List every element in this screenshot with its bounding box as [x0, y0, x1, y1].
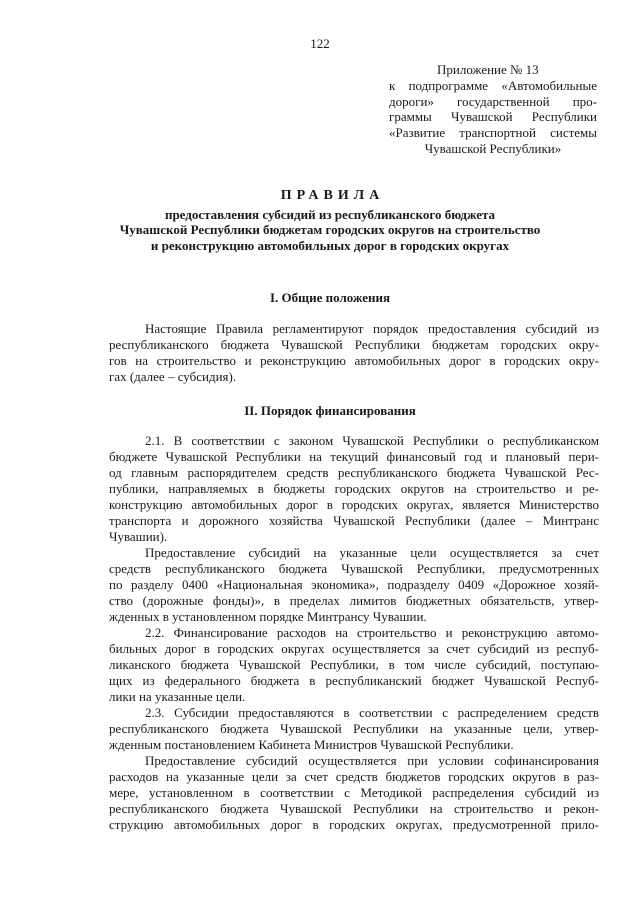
text-line: 2.1. В соответствии с законом Чувашской Республики о республиканском	[145, 433, 599, 448]
text-line: Предоставление субсидий осуществляется при условии софинансирования	[145, 753, 599, 768]
section-heading-general: I. Общие положения	[270, 290, 390, 305]
text-line: транспорта и дорожного хозяйства Чувашской Республики (далее – Минтранс	[109, 513, 599, 528]
text-line: республиканского бюджета Чувашской Республики бюджетам городских окру-	[109, 337, 599, 352]
section-heading-financing: II. Порядок финансирования	[244, 403, 416, 418]
appendix-line: граммы Чувашской Республики	[389, 109, 597, 125]
text-line: гов на строительство и реконструкцию автомобильных дорог в городских окру-	[109, 353, 599, 368]
appendix-line: Приложение № 13	[437, 62, 539, 77]
appendix-line: «Развитие транспортной системы	[389, 125, 597, 141]
text-line: Чувашии).	[109, 529, 168, 544]
appendix-line: Чувашской Республики»	[424, 140, 562, 156]
appendix-line: дороги» государственной про-	[389, 93, 597, 109]
text-line: лики на указанные цели.	[109, 689, 246, 704]
text-line: по разделу 0400 «Национальная экономика», подразделу 0409 «Дорожное хозяй-	[109, 577, 599, 592]
title-line: Чувашской Республики бюджетам городских округов на строительство	[119, 222, 541, 237]
text-line: Предоставление субсидий на указанные цели осуществляется за счет	[145, 545, 599, 560]
document-title	[100, 188, 560, 253]
title-line: предоставления субсидий из республиканского бюджета	[164, 206, 496, 222]
page-number: 122	[310, 36, 330, 51]
paragraph	[109, 753, 599, 833]
text-line: мере, установленном в соответствии с Методикой распределения субсидий из	[109, 785, 599, 800]
paragraph	[109, 321, 599, 385]
text-line: средств республиканского бюджета Чувашской Республики, предусмотренных	[109, 561, 599, 576]
text-line: 2.3. Субсидии предоставляются в соответствии с распределением средств	[145, 705, 599, 720]
text-line: струкцию автомобильных дорог в городских округах, предусмотренной прило-	[109, 817, 599, 832]
text-line: ликанского бюджета Чувашской Республики, в том числе субсидий, поступаю-	[109, 657, 599, 672]
text-line: расходов на указанные цели за счет средств бюджетов городских округов в раз-	[109, 769, 599, 784]
text-line: 2.2. Финансирование расходов на строительство и реконструкцию автомо-	[145, 625, 599, 640]
section-body-financing	[109, 433, 599, 833]
text-line: публики, направляемых в бюджеты городских округов на строительство и ре-	[109, 481, 599, 496]
text-line: гах (далее – субсидия).	[109, 369, 237, 384]
text-line: бильных дорог в городских округах осуществляется за счет субсидий из респуб-	[109, 641, 599, 656]
text-line: жденных в установленном порядке Минтрансу Чувашии.	[109, 609, 427, 624]
text-line: Настоящие Правила регламентируют порядок предоставления субсидий из	[145, 321, 599, 336]
title-main: ПРАВИЛА	[280, 188, 385, 203]
title-line: и реконструкцию автомобильных дорог в городских округах	[150, 237, 510, 253]
text-line: республиканского бюджета Чувашской Республики на строительство и рекон-	[109, 801, 599, 816]
appendix-line: к подпрограмме «Автомобильные	[389, 77, 597, 93]
text-line: щих из федерального бюджета в республиканский бюджет Чувашской Респуб-	[109, 673, 599, 688]
paragraph	[109, 705, 599, 753]
paragraph	[109, 545, 599, 625]
text-line: бюджете Чувашской Республики на текущий финансовый год и плановый пери-	[109, 449, 599, 464]
text-line: од главным распорядителем средств республиканского бюджета Чувашской Рес-	[109, 465, 599, 480]
section-body-general	[109, 321, 599, 385]
text-line: республиканского бюджета Чувашской Республики на указанные цели, утвер-	[109, 721, 599, 736]
paragraph	[109, 433, 599, 545]
paragraph	[109, 625, 599, 705]
appendix-note	[389, 62, 597, 157]
text-line: ство (дорожные фонды)», в пределах лимитов бюджетных обязательств, утвер-	[109, 593, 599, 608]
text-line: жденным постановлением Кабинета Министров Чувашской Республики.	[109, 737, 514, 752]
text-line: конструкцию автомобильных дорог в городских округах, является Министерство	[109, 497, 599, 512]
